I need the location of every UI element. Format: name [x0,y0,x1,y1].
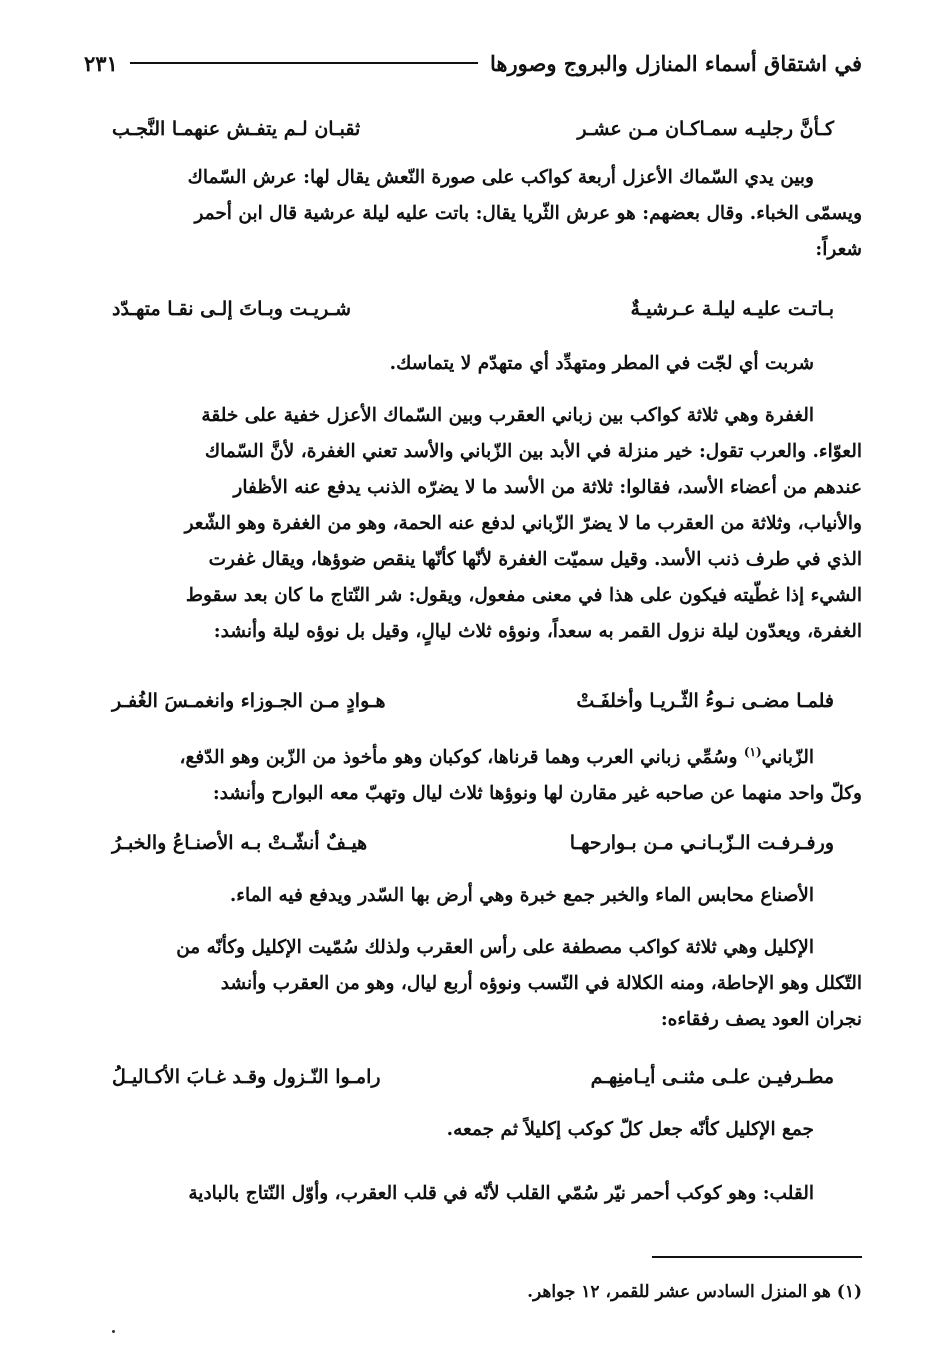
verse-5-second-hemistich: رامـوا النّـزول وقـد غـابَ الأكـاليـلُ [112,1066,381,1088]
text-line: القلب: وهو كوكب أحمر نيّر سُمّي القلب لأنّه في قلب العقرب، وأوّل النّتاج بالبادية [188,1183,814,1204]
text-line: والأنياب، وثلاثة من العقرب ما لا يضرّ الزّباني لدفع عنه الحمة، وهو من الغفرة وهو الشّعر [184,513,862,534]
text-line: شعراً: [815,239,862,260]
verse-4-first-hemistich: ورفـرفـت الـزّبـانـي مـن بـوارحهـا [569,832,834,854]
footnote-rule [652,1256,862,1258]
footnote: (١) هو المنزل السادس عشر للقمر، ١٢ جواهر. [527,1282,862,1302]
text-line: الإكليل وهي ثلاثة كواكب مصطفة على رأس العقرب ولذلك سُمّيت الإكليل وكأنّه من [176,937,814,958]
verse-1-first-hemistich: كـأنَّ رجليـه سمـاكـان مـن عشـر [577,118,834,140]
verse-4 [112,832,834,854]
verse-5-first-hemistich: مطـرفيـن علـى مثنـى أيـامنِهـم [590,1066,834,1088]
text-line: الغفرة وهي ثلاثة كواكب بين زباني العقرب وبين السّماك الأعزل خفية على خلقة [201,405,814,426]
verse-2 [112,298,834,320]
verse-3-first-hemistich: فلمـا مضـى نـوءُ الثّـريـا وأخلفَـتْ [576,690,834,712]
verse-3-second-hemistich: هـوادٍ مـن الجـوزاء وانغمـسَ الغُفـر [112,690,386,712]
text-line: ويسمّى الخباء. وقال بعضهم: هو عرش الثّريا يقال: باتت عليه ليلة عرشية قال ابن أحمر [194,203,862,224]
text-line: العوّاء. والعرب تقول: خير منزلة في الأبد بين الزّباني والأسد تعني الغفرة، لأنَّ السّماك [204,441,862,462]
text-line [74,734,862,776]
text-line: نجران العود يصف رفقاءه: [660,1009,862,1030]
header-rule [130,62,478,64]
text-line: الشيء إذا غطّيته فيكون على هذا في معنى مفعول، ويقول: شر النّتاج ما كان بعد سقوط [185,585,862,606]
text-line: وبين يدي السّماك الأعزل أربعة كواكب على صورة النّعش يقال لها: عرش السّماك [187,167,814,188]
text-line: جمع الإكليل كأنّه جعل كلّ كوكب إكليلاً ثم جمعه. [446,1119,814,1140]
paragraph-6 [74,930,862,1038]
paragraph-4 [74,734,862,812]
text-line: وكلّ واحد منهما عن صاحبه غير مقارن لها ونوؤها ثلاث ليال وتهبّ معه البوارح وأنشد: [212,783,862,805]
text-line: عندهم من أعضاء الأسد، فقالوا: ثلاثة من الأسد ما لا يضرّه الذنب يدفع عنه الأظفار [233,477,862,498]
footnote-marker[interactable]: (١) [743,745,762,759]
verse-3 [112,690,834,712]
verse-4-second-hemistich: هيـفٌ أنشّـتْ بـه الأصنـاعُ والخبـرُ [112,832,368,854]
text-line: الغفرة، ويعدّون ليلة نزول القمر به سعداً، ونوؤه ثلاث ليالٍ، وقيل بل نوؤه ليلة وأنشد: [213,621,862,642]
paragraph-8 [74,1176,862,1212]
text-line: شربت أي لجّت في المطر ومتهدِّد أي متهدّم لا يتماسك. [389,353,814,374]
verse-2-second-hemistich: شـريـت وبـاتَ إلـى نقـا متهـدّد [112,298,352,320]
text-line: التّكلل وهو الإحاطة، ومنه الكلالة في النّسب ونوؤه أربع ليال، وهو من العقرب وأنشد [220,973,862,994]
paragraph-5 [74,878,862,914]
text-line: الأصناع محابس الماء والخبر جمع خبرة وهي أرض بها السّدر ويدفع فيه الماء. [229,885,814,906]
scan-speck [112,1330,115,1333]
paragraph-2 [74,346,862,382]
verse-1 [112,118,834,140]
paragraph-1 [74,160,862,268]
verse-5 [112,1066,834,1088]
text-run: وسُمِّي زباني العرب وهما قرناها، كوكبان وهو مأخوذ من الزّبن وهو الدّفع، [179,747,744,769]
paragraph-3 [74,398,862,650]
running-title: في اشتقاق أسماء المنازل والبروج وصورها [490,50,862,76]
paragraph-7 [74,1112,862,1148]
text-line: الذي في طرف ذنب الأسد. وقيل سميّت الغفرة لأنّها كأنّها ينقص ضوؤها، ويقال غفرت [208,549,862,570]
page-number: ٢٣١ [84,50,118,76]
term-zubana: الزّباني [761,747,814,769]
verse-1-second-hemistich: ثقبـان لـم يتفـش عنهمـا النَّجـب [112,118,361,140]
running-header [84,46,862,80]
verse-2-first-hemistich: بـاتـت عليـه ليلـة عـرشيـةٌ [630,298,834,320]
